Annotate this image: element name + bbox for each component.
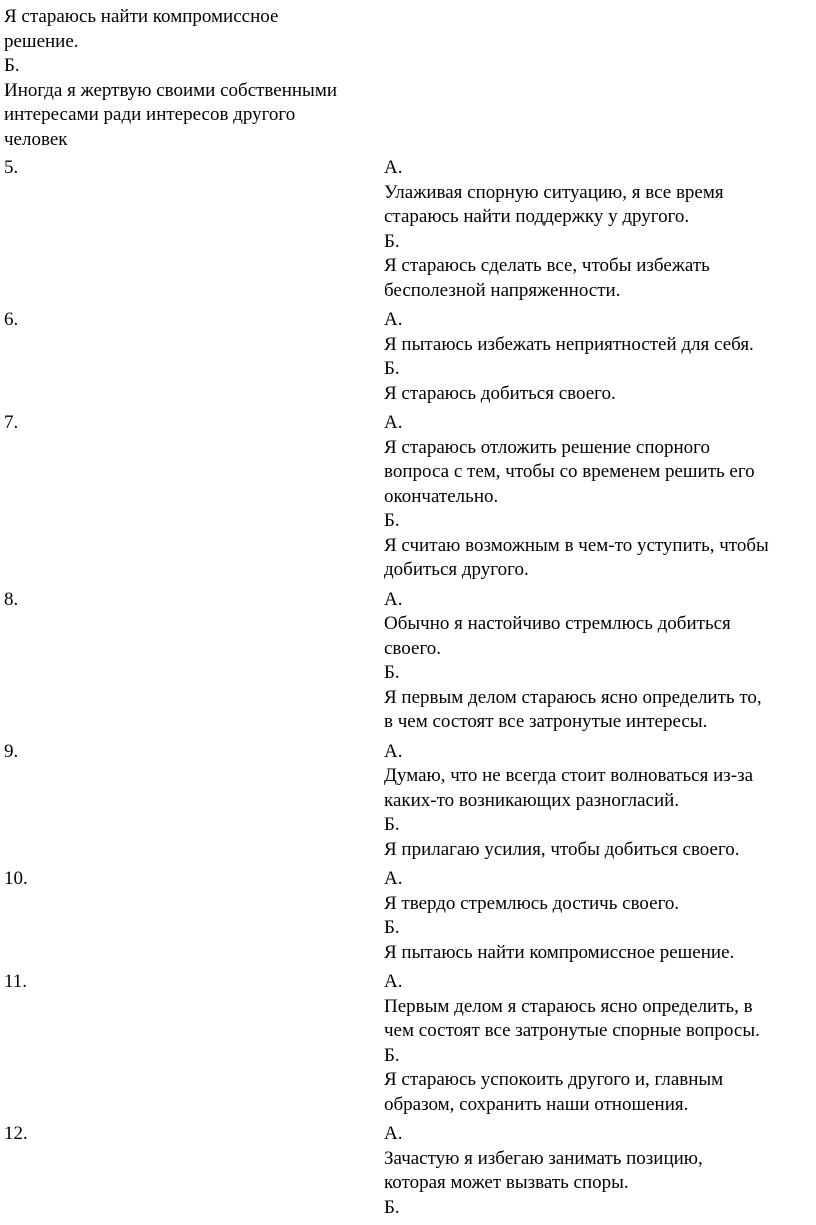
question-options	[384, 867, 816, 965]
intro-block	[4, 5, 384, 152]
question-item	[4, 588, 816, 735]
option-line: Я считаю возможным в чем-то уступить, чтобы	[384, 534, 769, 556]
intro-line: Б.	[4, 55, 20, 76]
question-options	[384, 1122, 816, 1220]
question-item	[4, 867, 816, 965]
option-line: Обычно я настойчиво стремлюсь добиться	[384, 613, 731, 634]
question-number: 7.	[4, 412, 19, 433]
question-number: 6.	[4, 309, 19, 330]
option-line: Б.	[384, 1044, 400, 1066]
question-item	[4, 411, 816, 583]
option-line: Я первым делом стараюсь ясно определить то,	[384, 686, 762, 708]
option-line: Б.	[384, 1196, 400, 1218]
option-line: Улаживая спорную ситуацию, я все время	[384, 181, 724, 203]
option-line: вопроса с тем, чтобы со временем решить его	[384, 461, 755, 482]
question-item	[4, 970, 816, 1117]
option-line: Б.	[384, 662, 400, 683]
option-line: Я прилагаю усилия, чтобы добиться своего.	[384, 838, 740, 860]
option-line: А.	[384, 1123, 403, 1144]
option-line: А.	[384, 588, 403, 610]
option-line: Я стараюсь успокоить другого и, главным	[384, 1069, 724, 1090]
question-list	[4, 156, 816, 1225]
option-line: добиться другого.	[384, 559, 529, 580]
question-number: 11.	[4, 971, 28, 992]
question-item	[4, 156, 816, 303]
question-item	[4, 1122, 816, 1220]
option-line: окончательно.	[384, 485, 499, 507]
option-line: Б.	[384, 230, 400, 252]
intro-line: интересами ради интересов другого	[4, 104, 296, 125]
option-line: которая может вызвать споры.	[384, 1172, 629, 1193]
question-number: 12.	[4, 1123, 28, 1144]
option-line: Б.	[384, 814, 400, 835]
option-line: Б.	[384, 358, 400, 379]
option-line: Б.	[384, 917, 400, 938]
option-line: бесполезной напряженности.	[384, 279, 621, 301]
intro-line: человек	[4, 128, 68, 150]
intro-line: Я стараюсь найти компромиссное	[4, 6, 279, 27]
option-line: А.	[384, 740, 403, 762]
question-options	[384, 588, 816, 735]
question-number: 5.	[4, 157, 19, 178]
intro-line: решение.	[4, 30, 79, 52]
option-line: Я пытаюсь найти компромиссное решение.	[384, 941, 735, 963]
option-line: каких-то возникающих разногласий.	[384, 789, 680, 811]
question-number: 10.	[4, 868, 28, 889]
question-options	[384, 970, 816, 1117]
option-line: Я пытаюсь избежать неприятностей для себя.	[384, 333, 754, 355]
option-line: стараюсь найти поддержку у другого.	[384, 206, 690, 227]
question-number: 8.	[4, 588, 19, 610]
option-line: Б.	[384, 510, 400, 531]
option-line: Зачастую я избегаю занимать позицию,	[384, 1147, 703, 1169]
question-item	[4, 740, 816, 863]
option-line: Первым делом я стараюсь ясно определить, в	[384, 995, 753, 1017]
question-number: 9.	[4, 740, 19, 762]
option-line: Я стараюсь добиться своего.	[384, 382, 616, 404]
question-options	[384, 740, 816, 863]
option-line: А.	[384, 157, 403, 178]
intro-line: Иногда я жертвую своими собственными	[4, 79, 338, 101]
option-line: Я стараюсь отложить решение спорного	[384, 436, 711, 458]
option-line: Думаю, что не всегда стоит волноваться из-за	[384, 765, 754, 786]
option-line: образом, сохранить наши отношения.	[384, 1093, 689, 1115]
option-line: своего.	[384, 637, 442, 659]
option-line: А.	[384, 868, 403, 889]
question-options	[384, 156, 816, 303]
question-options	[384, 411, 816, 583]
option-line: А.	[384, 971, 403, 992]
question-item	[4, 308, 816, 406]
option-line: А.	[384, 309, 403, 330]
option-line: Я стараюсь сделать все, чтобы избежать	[384, 255, 710, 276]
option-line: А.	[384, 412, 403, 433]
question-options	[384, 308, 816, 406]
option-line: Я твердо стремлюсь достичь своего.	[384, 892, 680, 914]
option-line: в чем состоят все затронутые интересы.	[384, 711, 708, 732]
option-line: чем состоят все затронутые спорные вопросы.	[384, 1020, 760, 1041]
